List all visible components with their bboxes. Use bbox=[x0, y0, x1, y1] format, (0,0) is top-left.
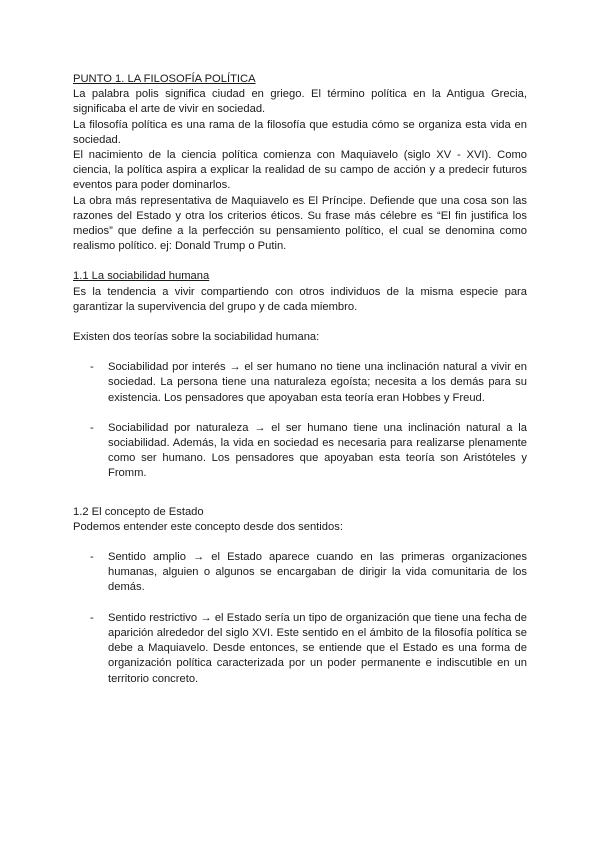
list-item-text: Sociabilidad por naturaleza → el ser humano tiene una inclinación natural a la sociabilidad. Además, la vida en sociedad es necesaria para realizarse plenamente como ser humano. Los pensadores que apoyaban esta teoría son Aristóteles y Fromm. bbox=[108, 421, 527, 480]
section-1-paragraph-4: La obra más representativa de Maquiavelo es El Príncipe. Defiende que una cosa son las razones del Estado y otra los criterios éticos. Su frase más célebre es “El fin justifica los medios” que define a la perfección su pensamiento político, el cual se denomina como realismo político. ej: Donald Trump o Putin. bbox=[73, 194, 527, 253]
section-1-1-lead: Existen dos teorías sobre la sociabilidad humana: bbox=[73, 331, 320, 344]
bullet-dash: - bbox=[90, 551, 94, 564]
section-1-2-intro: Podemos entender este concepto desde dos sentidos: bbox=[73, 520, 343, 533]
list-item bbox=[73, 421, 527, 482]
list-item bbox=[73, 611, 527, 687]
list-item bbox=[73, 360, 527, 406]
bullet-dash: - bbox=[90, 361, 94, 374]
list-item-text: Sentido amplio → el Estado aparece cuando en las primeras organizaciones humanas, alguien o algunos se encargaban de dirigir la vida comunitaria de los demás. bbox=[108, 551, 527, 594]
section-1-1-intro: Es la tendencia a vivir compartiendo con otros individuos de la misma especie para garantizar la supervivencia del grupo y de cada miembro. bbox=[73, 285, 527, 313]
section-1-title: PUNTO 1. LA FILOSOFÍA POLÍTICA bbox=[73, 73, 256, 85]
state-senses-list bbox=[73, 550, 527, 687]
list-item bbox=[73, 550, 527, 596]
list-item-text: Sentido restrictivo → el Estado sería un tipo de organización que tiene una fecha de aparición alrededor del siglo XVI. Este sentido en el ámbito de la filosofía política se debe a Maquiavelo. Desde entonces, se entiende que el Estado es una forma de organización política caracterizada por un poder permanente e indiscutible en un territorio concreto. bbox=[108, 611, 527, 685]
section-1-paragraph-1: La palabra polis significa ciudad en griego. El término política en la Antigua Grecia, significaba el arte de vivir en sociedad. bbox=[73, 88, 527, 116]
bullet-dash: - bbox=[90, 611, 94, 624]
section-1-paragraph-2: La filosofía política es una rama de la filosofía que estudia cómo se organiza esta vida en sociedad. bbox=[73, 118, 527, 146]
list-item-text: Sociabilidad por interés → el ser humano no tiene una inclinación natural a vivir en sociedad. La persona tiene una naturaleza egoísta; necesita a los demás para su existencia. Los pensadores que apoyaban esta teoría eran Hobbes y Freud. bbox=[108, 361, 527, 404]
section-1-1-title: 1.1 La sociabilidad humana bbox=[73, 270, 210, 283]
section-1-paragraph-3: El nacimiento de la ciencia política comienza con Maquiavelo (siglo XV - XVI). Como ciencia, la política aspira a explicar la realidad de su campo de acción y a predecir futuros eventos para poder dominarlos. bbox=[73, 149, 527, 192]
bullet-dash: - bbox=[90, 421, 94, 434]
section-1-2-title: 1.2 El concepto de Estado bbox=[73, 505, 204, 518]
document-page bbox=[73, 72, 527, 687]
sociability-theories-list bbox=[73, 360, 527, 481]
